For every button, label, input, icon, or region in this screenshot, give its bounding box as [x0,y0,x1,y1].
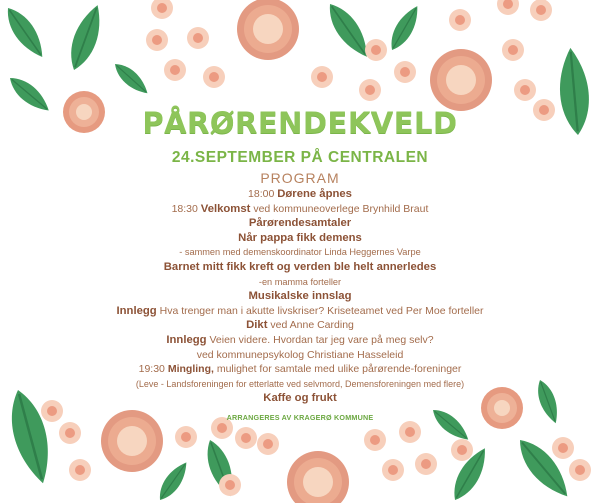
flower-icon [552,437,574,459]
program-item: Pårørendesamtaler [248,217,352,230]
flower-icon [146,29,168,51]
program-item: Musikalske innslag [248,290,352,303]
program-item: Barnet mitt fikk kreft og verden ble helt annerledes [163,260,437,273]
flower-icon [287,451,349,503]
program-item-note: (Leve - Landsforeningen for etterlatte ved selvmord, Demensforeningen med flere) [135,378,465,389]
leaf-icon [110,59,152,99]
leaf-icon [385,2,425,54]
event-subtitle: 24.SEPTEMBER PÅ CENTRALEN [171,149,429,166]
program-item: 18:30 Velkomst ved kommuneoverlege Brynhild Braut [171,202,429,215]
flower-icon [394,61,416,83]
flower-icon [530,0,552,21]
program-item: Når pappa fikk demens [238,231,362,244]
flower-icon [151,0,173,19]
flower-icon [430,49,492,111]
program-item: 18:00 Dørene åpnes [248,188,352,200]
flower-icon [502,39,524,61]
flower-icon [399,421,421,443]
program-heading: PROGRAM [260,170,340,186]
event-title: PÅRØRENDEKVELD [142,106,458,140]
flower-icon [187,27,209,49]
flower-icon [364,429,386,451]
organizer-credit: ARRANGERES AV KRAGERØ KOMMUNE [226,412,374,422]
flower-icon [257,433,279,455]
poster-content [0,103,600,424]
flower-icon [365,39,387,61]
flower-icon [514,79,536,101]
flower-icon [175,426,197,448]
flower-icon [415,453,437,475]
flower-icon [359,79,381,101]
flower-icon [203,66,225,88]
program-list [0,187,600,406]
program-item-note: -en mamma forteller [258,276,342,287]
flower-icon [237,0,299,60]
program-item-note: - sammen med demenskoordinator Linda Heggernes Varpe [179,247,421,258]
leaf-icon [0,2,50,62]
program-item: 19:30 Mingling, mulighet for samtale med ulike pårørende-foreninger [138,363,462,376]
program-item-note: ved kommunepsykolog Christiane Hasseleid [196,348,404,361]
flower-icon [311,66,333,88]
flower-icon [235,427,257,449]
program-item: Innlegg Veien videre. Hvordan tar jeg vare på meg selv? [166,333,434,346]
program-item: Dikt ved Anne Carding [246,319,354,332]
flower-icon [449,9,471,31]
flower-icon [69,459,91,481]
flower-icon [59,422,81,444]
program-item: Kaffe og frukt [263,392,337,405]
flower-icon [219,474,241,496]
flower-icon [569,459,591,481]
program-item: Innlegg Hva trenger man i akutte livskriser? Kriseteamet ved Per Moe forteller [116,304,484,317]
flower-icon [164,59,186,81]
flower-icon [382,459,404,481]
flower-icon [451,439,473,461]
flower-icon [497,0,519,15]
leaf-icon [154,458,193,503]
leaf-icon [63,1,108,74]
